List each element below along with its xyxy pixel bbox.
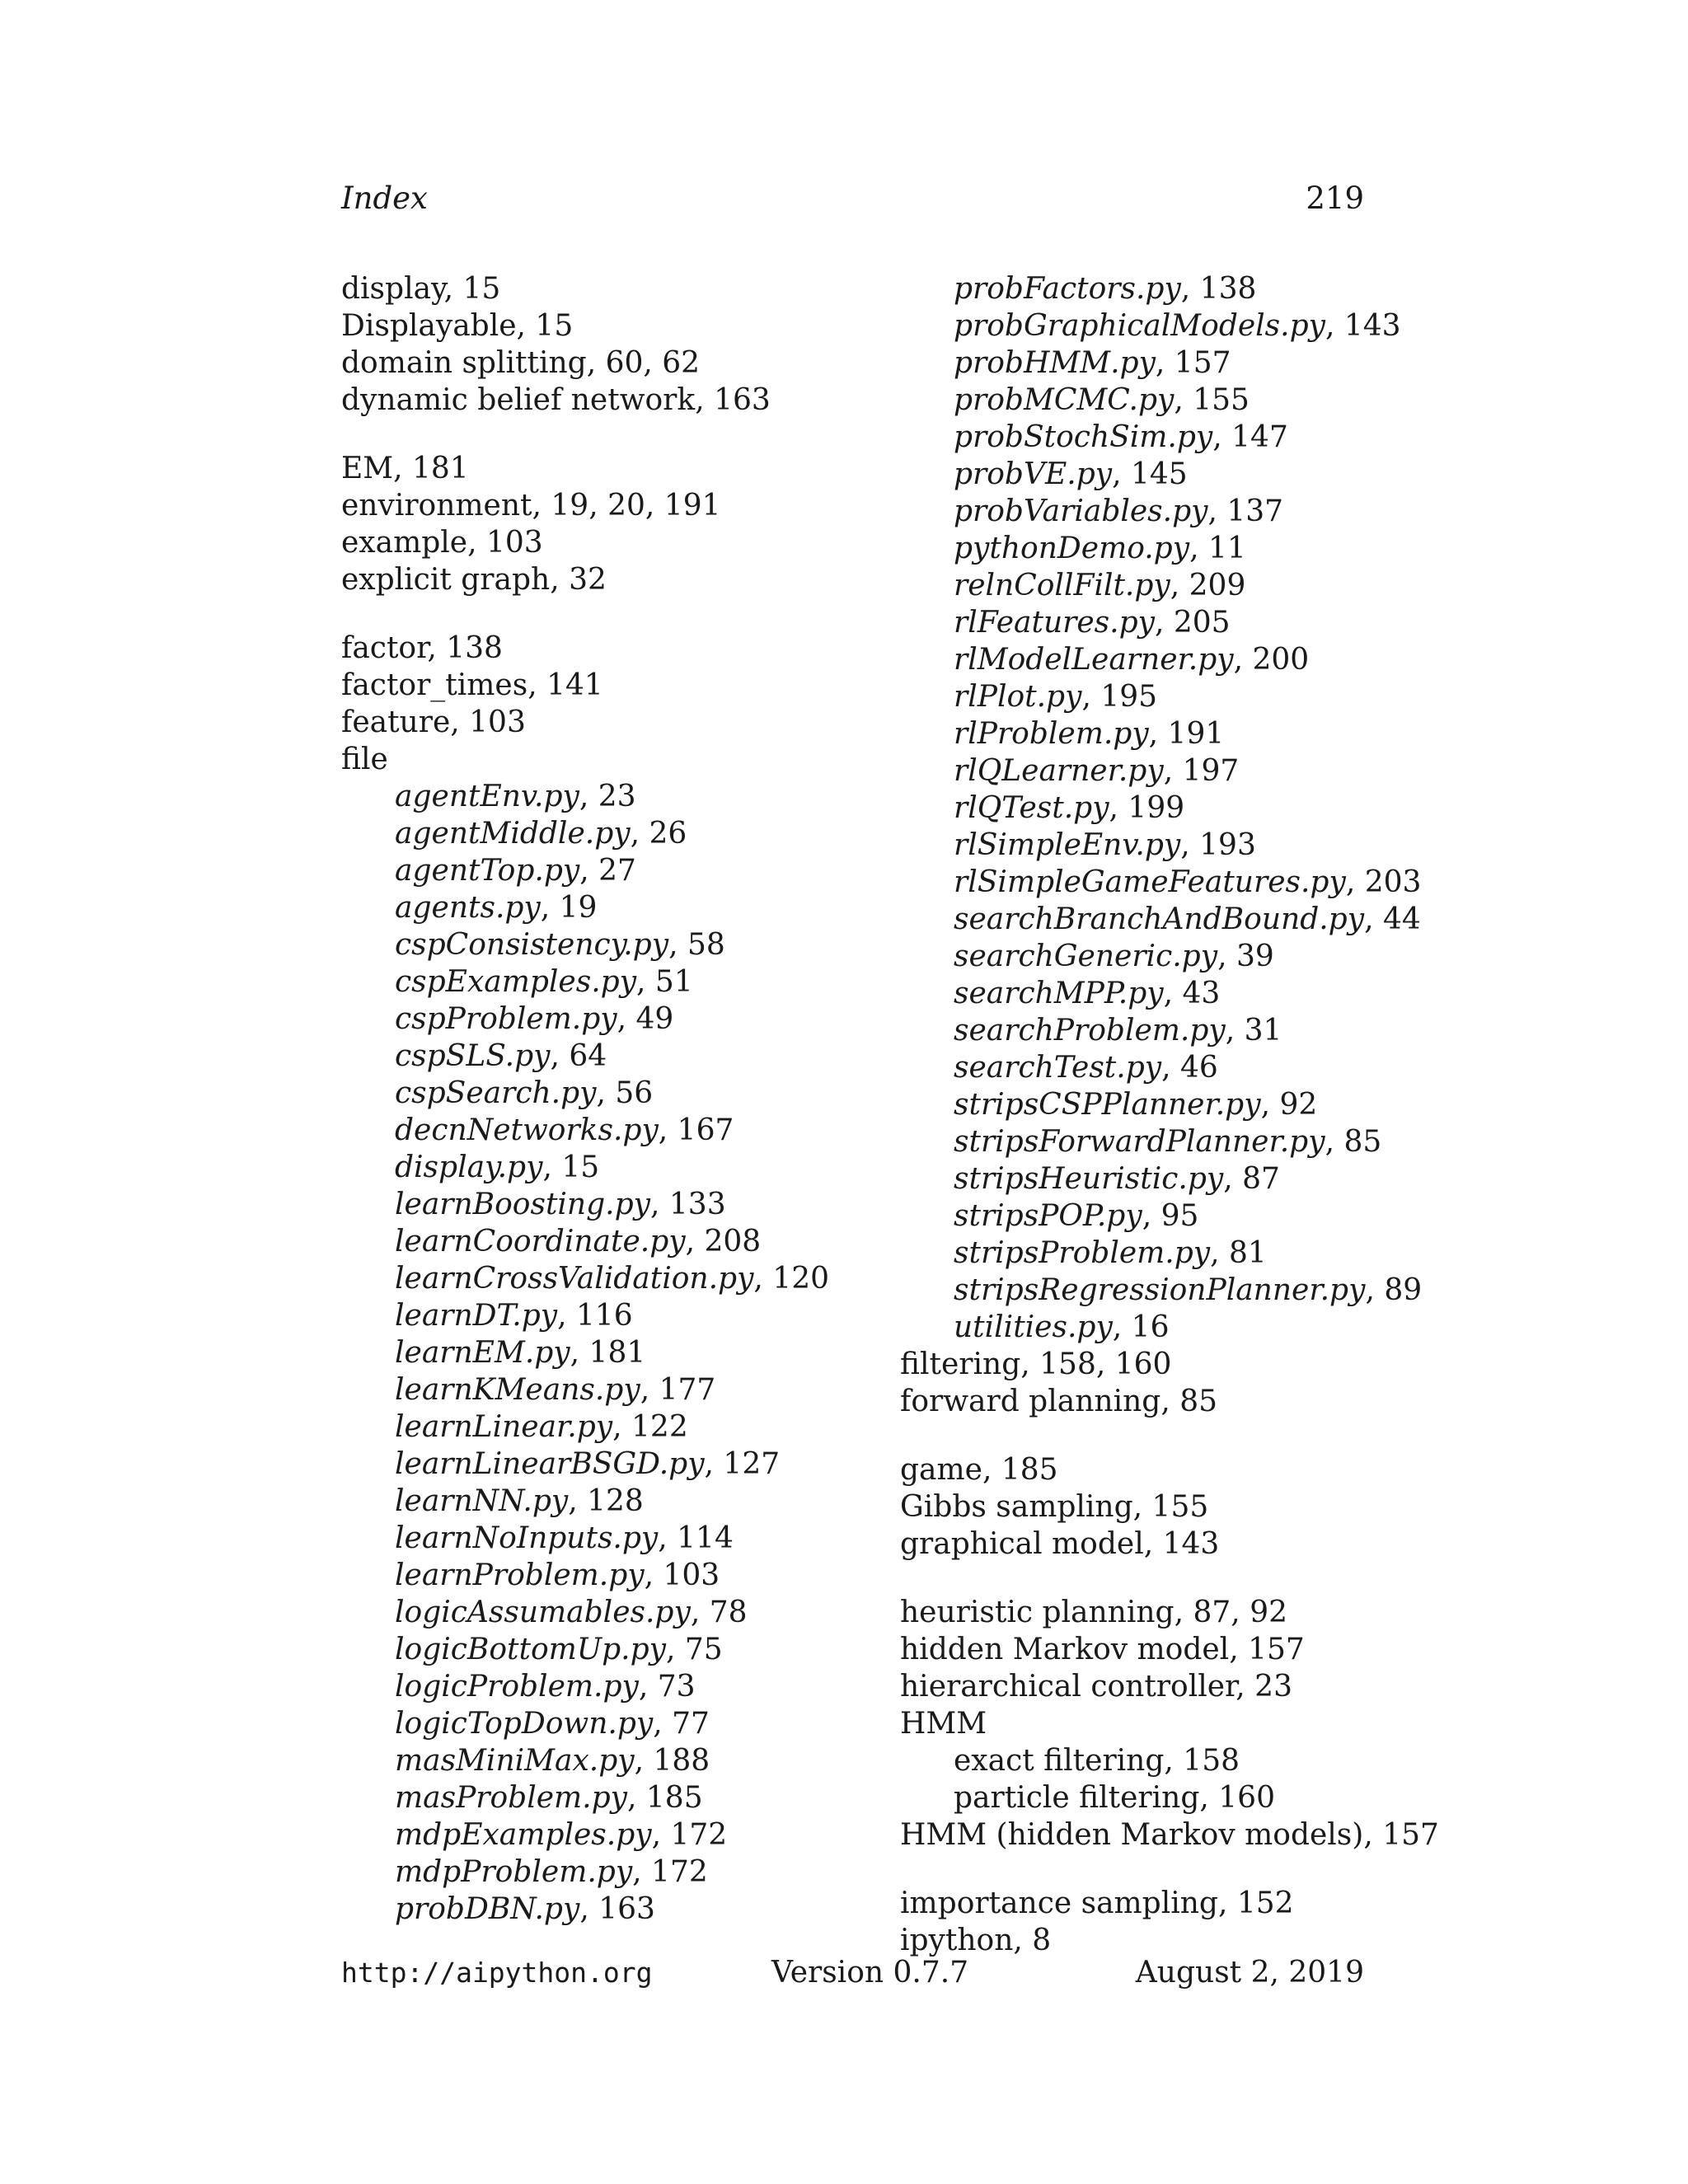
page-number: 219	[1306, 180, 1364, 216]
index-term: learnProblem.py	[395, 1558, 645, 1592]
index-term: heuristic planning	[900, 1596, 1175, 1629]
index-subentry	[900, 641, 1444, 678]
index-subentry	[900, 938, 1444, 975]
index-subentry	[341, 1149, 885, 1186]
index-pages: , 197	[1163, 754, 1240, 788]
index-pages: , 114	[658, 1521, 734, 1555]
index-pages: , 103	[644, 1558, 720, 1592]
index-term: rlQTest.py	[954, 791, 1109, 825]
index-subentry	[900, 1197, 1444, 1235]
index-term: display	[341, 272, 444, 306]
index-term: searchBranchAndBound.py	[954, 902, 1365, 936]
index-term: searchTest.py	[954, 1051, 1162, 1085]
index-subentry	[341, 1408, 885, 1446]
index-term: logicBottomUp.py	[395, 1633, 666, 1666]
index-pages: , 58	[668, 928, 725, 962]
index-pages: , 8	[1013, 1924, 1052, 1957]
index-subentry	[900, 270, 1444, 307]
index-term: importance sampling	[900, 1886, 1218, 1920]
index-term: learnKMeans.py	[395, 1373, 640, 1407]
index-subentry	[341, 963, 885, 1001]
index-pages: , 133	[650, 1188, 726, 1221]
index-subentry	[900, 975, 1444, 1012]
index-term: stripsHeuristic.py	[954, 1162, 1224, 1196]
index-subentry	[900, 678, 1444, 715]
index-pages: , 49	[617, 1002, 674, 1036]
index-term: probVE.py	[954, 457, 1113, 491]
index-pages: , 15	[542, 1151, 600, 1184]
index-pages: , 127	[704, 1447, 781, 1481]
index-term: example	[341, 526, 468, 560]
index-entry	[341, 270, 885, 307]
index-term: stripsForwardPlanner.py	[954, 1125, 1325, 1159]
index-term: cspConsistency.py	[395, 928, 669, 962]
index-pages: , 87	[1223, 1162, 1280, 1196]
index-subentry	[341, 1371, 885, 1408]
index-term: cspExamples.py	[395, 965, 637, 999]
index-subentry	[341, 852, 885, 889]
index-subentry	[341, 1075, 885, 1112]
index-term: decnNetworks.py	[395, 1113, 659, 1147]
index-term: hidden Markov model	[900, 1633, 1230, 1666]
index-pages: , 152	[1217, 1886, 1294, 1920]
index-term: filtering	[900, 1347, 1021, 1381]
index-pages: , 163	[695, 383, 771, 417]
index-subentry	[341, 1779, 885, 1816]
index-subentry	[341, 926, 885, 963]
index-pages: , 31	[1225, 1014, 1282, 1047]
index-subentry	[341, 1001, 885, 1038]
index-term: masMiniMax.py	[395, 1744, 635, 1778]
index-subentry	[341, 889, 885, 926]
index-term: probVariables.py	[954, 494, 1208, 528]
index-term: learnCrossValidation.py	[395, 1262, 754, 1296]
index-subentry	[900, 493, 1444, 530]
index-subentry	[341, 1334, 885, 1371]
index-subentry	[900, 864, 1444, 901]
index-pages: , 185	[982, 1453, 1058, 1487]
index-term: game	[900, 1453, 982, 1487]
index-entry	[900, 1383, 1444, 1420]
index-pages: , 64	[550, 1039, 607, 1073]
index-subentry	[900, 1123, 1444, 1160]
index-pages: , 75	[666, 1633, 723, 1666]
index-entry	[900, 1526, 1444, 1563]
index-pages: , 138	[1180, 272, 1257, 306]
index-subentry	[341, 815, 885, 852]
index-entry	[341, 307, 885, 344]
index-pages: , 81	[1210, 1236, 1267, 1270]
index-pages: , 19	[540, 891, 598, 925]
index-subentry	[341, 1038, 885, 1075]
index-term: factor_times	[341, 668, 528, 702]
index-entry	[341, 630, 885, 667]
index-pages: , 143	[1143, 1527, 1220, 1561]
index-term: probDBN.py	[395, 1892, 580, 1926]
index-term: probMCMC.py	[954, 383, 1175, 417]
index-entry	[341, 524, 885, 561]
index-term: rlQLearner.py	[954, 754, 1164, 788]
index-subentry	[341, 1742, 885, 1779]
index-pages: , 181	[570, 1336, 646, 1370]
index-subentry	[900, 1742, 1444, 1779]
index-term: probFactors.py	[954, 272, 1181, 306]
index-subentry	[341, 1520, 885, 1557]
index-pages: , 122	[612, 1410, 688, 1444]
index-pages: , 138	[427, 631, 503, 665]
index-term: stripsCSPPlanner.py	[954, 1088, 1261, 1122]
index-term: searchProblem.py	[954, 1014, 1226, 1047]
index-subentry	[341, 1186, 885, 1223]
index-subentry	[900, 1779, 1444, 1816]
index-pages: , 199	[1109, 791, 1185, 825]
index-pages: , 145	[1112, 457, 1188, 491]
index-term: probStochSim.py	[954, 420, 1213, 454]
index-term: masProblem.py	[395, 1781, 628, 1815]
index-term: EM	[341, 452, 394, 485]
index-subentry	[341, 1557, 885, 1594]
index-pages: , 77	[653, 1707, 710, 1741]
index-pages: , 11	[1189, 532, 1246, 565]
index-pages: , 203	[1345, 865, 1422, 899]
index-term: agentEnv.py	[395, 780, 579, 813]
index-pages: , 147	[1212, 420, 1288, 454]
index-pages: , 85	[1325, 1125, 1382, 1159]
index-subentry	[900, 1012, 1444, 1049]
index-pages: , 44	[1364, 902, 1421, 936]
index-term: learnEM.py	[395, 1336, 570, 1370]
index-term: learnNoInputs.py	[395, 1521, 659, 1555]
index-subentry	[900, 1086, 1444, 1123]
index-pages: , 160	[1199, 1781, 1275, 1815]
index-term: explicit graph	[341, 563, 551, 597]
index-term: graphical model	[900, 1527, 1144, 1561]
index-subentry	[341, 1112, 885, 1149]
index-pages: , 205	[1154, 606, 1231, 640]
index-entry	[900, 1816, 1444, 1854]
index-pages: , 195	[1081, 680, 1158, 714]
index-pages: , 60, 62	[586, 346, 701, 380]
index-subentry	[900, 382, 1444, 419]
index-subentry	[341, 1594, 885, 1631]
index-pages: , 158, 160	[1020, 1347, 1172, 1381]
index-entry	[341, 667, 885, 704]
index-subentry	[341, 1668, 885, 1705]
index-pages: , 155	[1132, 1490, 1209, 1524]
index-pages: , 200	[1233, 643, 1310, 677]
index-pages: , 185	[627, 1781, 703, 1815]
index-entry	[900, 1922, 1444, 1959]
index-subentry	[900, 1049, 1444, 1086]
index-pages: , 167	[658, 1113, 734, 1147]
index-subentry	[900, 307, 1444, 344]
index-subentry	[900, 1160, 1444, 1197]
index-term: rlProblem.py	[954, 717, 1149, 751]
index-pages: , 172	[632, 1855, 708, 1889]
index-pages: , 163	[579, 1892, 655, 1926]
index-term: learnLinear.py	[395, 1410, 613, 1444]
index-term: probHMM.py	[954, 346, 1156, 380]
index-pages: , 32	[550, 563, 607, 597]
index-entry	[900, 1488, 1444, 1526]
index-entry	[341, 704, 885, 741]
index-term: cspProblem.py	[395, 1002, 617, 1036]
index-pages: , 157	[1363, 1818, 1439, 1852]
index-entry	[900, 1705, 1444, 1742]
index-pages: , 23	[1236, 1670, 1292, 1704]
index-pages: , 172	[651, 1818, 728, 1852]
index-term: cspSLS.py	[395, 1039, 551, 1073]
index-term: mdpProblem.py	[395, 1855, 633, 1889]
index-term: stripsPOP.py	[954, 1199, 1142, 1233]
index-pages: , 116	[557, 1299, 633, 1333]
index-subentry	[900, 456, 1444, 493]
index-subentry	[900, 344, 1444, 382]
index-term: searchMPP.py	[954, 977, 1164, 1010]
index-term: agentTop.py	[395, 854, 580, 888]
index-pages: , 158	[1164, 1744, 1240, 1778]
index-term: rlModelLearner.py	[954, 643, 1234, 677]
index-term: relnCollFilt.py	[954, 569, 1170, 602]
index-column-right	[900, 270, 1444, 1959]
index-term: HMM	[900, 1707, 987, 1741]
index-pages: , 39	[1217, 940, 1274, 973]
index-term: exact filtering	[954, 1744, 1165, 1778]
index-pages: , 27	[579, 854, 636, 888]
index-pages: , 51	[636, 965, 693, 999]
index-entry	[341, 487, 885, 524]
index-subentry	[341, 1705, 885, 1742]
index-entry	[900, 1451, 1444, 1488]
index-entry	[900, 1346, 1444, 1383]
index-term: learnNN.py	[395, 1484, 569, 1518]
index-term: dynamic belief network	[341, 383, 696, 417]
index-entry	[900, 1631, 1444, 1668]
index-subentry	[900, 827, 1444, 864]
index-term: pythonDemo.py	[954, 532, 1190, 565]
index-term: environment	[341, 489, 532, 523]
index-pages: , 191	[1148, 717, 1225, 751]
index-subentry	[900, 752, 1444, 790]
index-entry	[341, 382, 885, 419]
index-pages: , 43	[1163, 977, 1221, 1010]
footer-version: Version 0.7.7	[771, 1956, 969, 1990]
index-pages: , 92	[1260, 1088, 1318, 1122]
index-subentry	[900, 1235, 1444, 1272]
index-term: cspSearch.py	[395, 1076, 597, 1110]
index-entry	[341, 344, 885, 382]
index-term: ipython	[900, 1924, 1014, 1957]
index-term: domain splitting	[341, 346, 587, 380]
index-entry	[900, 1594, 1444, 1631]
index-pages: , 23	[579, 780, 636, 813]
index-pages: , 89	[1365, 1273, 1423, 1307]
index-pages: , 188	[634, 1744, 710, 1778]
index-pages: , 19, 20, 191	[532, 489, 721, 523]
index-term: rlSimpleEnv.py	[954, 828, 1181, 862]
index-pages: , 85	[1160, 1385, 1218, 1418]
index-subentry	[900, 604, 1444, 641]
index-term: probGraphicalModels.py	[954, 309, 1325, 343]
index-pages: , 46	[1161, 1051, 1218, 1085]
index-subentry	[341, 778, 885, 815]
index-pages: , 103	[467, 526, 543, 560]
index-term: learnBoosting.py	[395, 1188, 650, 1221]
index-subentry	[900, 790, 1444, 827]
index-subentry	[341, 1260, 885, 1297]
index-term: hierarchical controller	[900, 1670, 1236, 1704]
index-pages: , 155	[1174, 383, 1250, 417]
index-entry	[341, 450, 885, 487]
index-subentry	[341, 1631, 885, 1668]
index-entry	[341, 741, 885, 778]
index-term: rlFeatures.py	[954, 606, 1155, 640]
index-term: learnCoordinate.py	[395, 1225, 686, 1258]
index-subentry	[900, 1272, 1444, 1309]
index-subentry	[900, 1309, 1444, 1346]
index-term: Displayable	[341, 309, 517, 343]
index-subentry	[900, 419, 1444, 456]
index-pages: , 208	[685, 1225, 762, 1258]
index-pages: , 15	[443, 272, 501, 306]
index-pages: , 78	[690, 1596, 748, 1629]
index-subentry	[341, 1891, 885, 1928]
index-pages: , 143	[1325, 309, 1401, 343]
index-term: feature	[341, 705, 451, 739]
index-term: searchGeneric.py	[954, 940, 1218, 973]
index-pages: , 95	[1142, 1199, 1199, 1233]
index-pages: , 56	[596, 1076, 654, 1110]
index-subentry	[341, 1854, 885, 1891]
index-term: agentMiddle.py	[395, 817, 631, 851]
index-term: learnLinearBSGD.py	[395, 1447, 705, 1481]
index-pages: , 209	[1170, 569, 1246, 602]
index-term: mdpExamples.py	[395, 1818, 652, 1852]
index-pages: , 181	[393, 452, 469, 485]
index-term: particle filtering	[954, 1781, 1200, 1815]
index-pages: , 157	[1155, 346, 1231, 380]
index-term: agents.py	[395, 891, 541, 925]
index-subentry	[341, 1816, 885, 1854]
index-term: logicTopDown.py	[395, 1707, 654, 1741]
index-term: utilities.py	[954, 1310, 1113, 1344]
index-pages: , 141	[528, 668, 603, 702]
index-entry	[900, 1668, 1444, 1705]
index-term: Gibbs sampling	[900, 1490, 1133, 1524]
footer-date: August 2, 2019	[1135, 1956, 1364, 1990]
index-pages: , 15	[516, 309, 574, 343]
footer-url: http://aipython.org	[341, 1957, 653, 1989]
index-pages: , 73	[638, 1670, 696, 1704]
index-pages: , 177	[640, 1373, 716, 1407]
index-term: rlSimpleGameFeatures.py	[954, 865, 1346, 899]
index-term: stripsProblem.py	[954, 1236, 1211, 1270]
index-term: logicProblem.py	[395, 1670, 639, 1704]
index-term: factor	[341, 631, 428, 665]
index-column-left	[341, 270, 885, 1928]
index-term: logicAssumables.py	[395, 1596, 691, 1629]
index-term: stripsRegressionPlanner.py	[954, 1273, 1366, 1307]
index-term: HMM (hidden Markov models)	[900, 1818, 1364, 1852]
index-subentry	[341, 1297, 885, 1334]
index-term: rlPlot.py	[954, 680, 1082, 714]
index-pages: , 157	[1229, 1633, 1305, 1666]
index-subentry	[900, 715, 1444, 752]
index-subentry	[900, 567, 1444, 604]
index-pages: , 137	[1207, 494, 1284, 528]
index-entry	[900, 1885, 1444, 1922]
index-subentry	[341, 1483, 885, 1520]
index-pages: , 128	[568, 1484, 644, 1518]
index-pages: , 103	[450, 705, 526, 739]
index-pages: , 193	[1180, 828, 1256, 862]
index-subentry	[341, 1446, 885, 1483]
running-header-title: Index	[341, 180, 428, 216]
index-term: display.py	[395, 1151, 543, 1184]
index-pages: , 120	[753, 1262, 830, 1296]
index-pages: , 87, 92	[1174, 1596, 1287, 1629]
index-subentry	[900, 530, 1444, 567]
index-term: learnDT.py	[395, 1299, 558, 1333]
index-term: forward planning	[900, 1385, 1161, 1418]
index-pages: , 16	[1112, 1310, 1170, 1344]
index-term: file	[341, 743, 388, 776]
index-subentry	[341, 1223, 885, 1260]
index-subentry	[900, 901, 1444, 938]
index-entry	[341, 561, 885, 598]
index-pages: , 26	[630, 817, 687, 851]
